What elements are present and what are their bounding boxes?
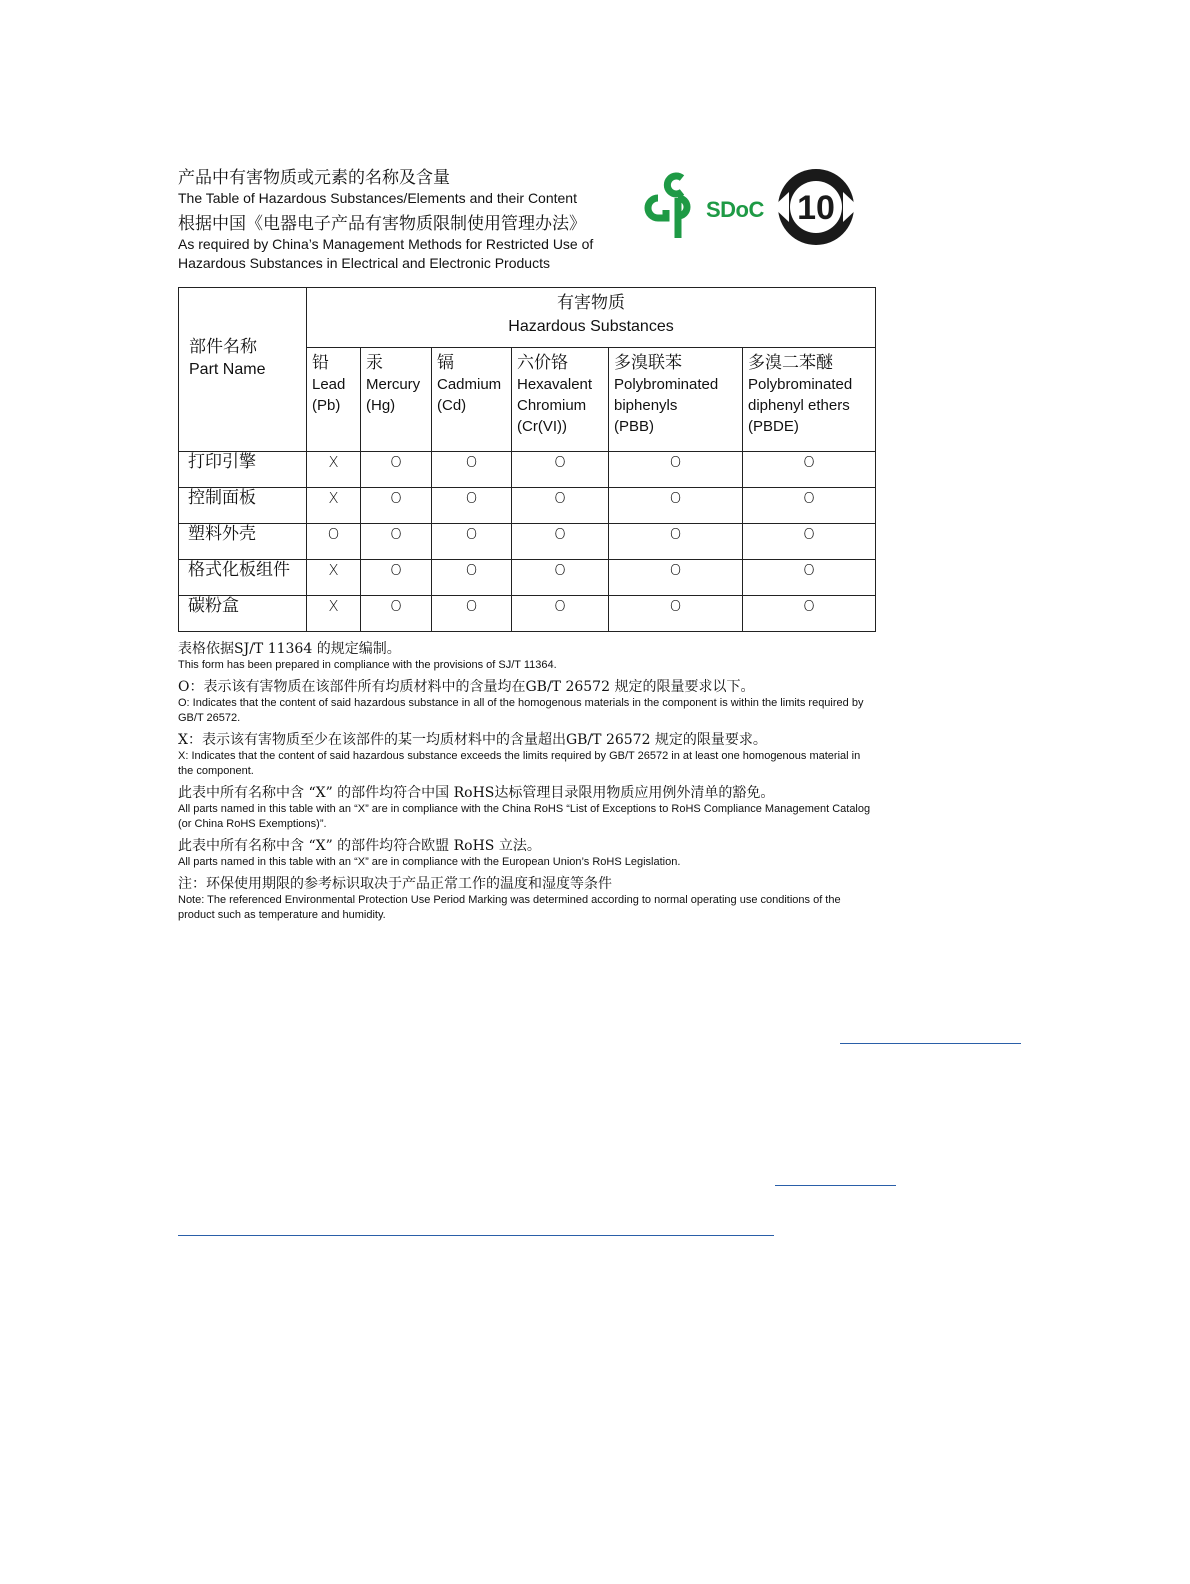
note-cn: X：表示该有害物质至少在该部件的某一均质材料中的含量超出GB/T 26572 规定的限量要求。 [178, 732, 767, 748]
table-row [179, 560, 876, 596]
column-header [609, 348, 743, 452]
column-header [743, 348, 876, 452]
column-header [361, 348, 432, 452]
note-en: All parts named in this table with an “X” are in compliance with the European Union’s RoHS Legislation. [178, 856, 681, 868]
title-cn: 产品中有害物质或元素的名称及含量 [178, 168, 450, 188]
sdoc-label: SDoC [706, 197, 764, 222]
substance-mark-cell: O [307, 524, 361, 560]
part-name-cell: 碳粉盒 [179, 596, 307, 632]
substance-mark-cell: O [361, 452, 432, 488]
substance-mark-cell: O [743, 524, 876, 560]
column-header-en: (PBB) [614, 418, 655, 435]
subtitle-cn: 根据中国《电器电子产品有害物质限制使用管理办法》 [178, 214, 586, 234]
subtitle-en-line1: As required by China’s Management Methods for Restricted Use of [178, 236, 594, 252]
note-cn: 此表中所有名称中含 “X” 的部件均符合欧盟 RoHS 立法。 [178, 838, 541, 854]
substance-mark-cell: O [432, 596, 512, 632]
substance-mark-cell: O [609, 524, 743, 560]
part-name-cn: 部件名称 [189, 337, 257, 357]
column-header-en: (Hg) [366, 397, 396, 414]
substance-mark-cell: O [743, 560, 876, 596]
note-en: This form has been prepared in compliance with the provisions of SJ/T 11364. [178, 659, 557, 671]
column-header [512, 348, 609, 452]
hazardous-substances-cn: 有害物质 [557, 293, 626, 313]
substance-mark-cell: O [609, 452, 743, 488]
epup-10-icon [770, 166, 862, 248]
note-cn: 此表中所有名称中含 “X” 的部件均符合中国 RoHS达标管理目录限用物质应用例外清单的豁免。 [178, 785, 775, 801]
table-row [179, 488, 876, 524]
hazardous-substance-table [178, 287, 876, 632]
note-cn: O：表示该有害物质在该部件所有均质材料中的含量均在GB/T 26572 规定的限量要求以下。 [178, 679, 755, 695]
part-name-header [179, 288, 307, 452]
link-underline[interactable] [178, 1235, 774, 1236]
column-header-cn: 多溴二苯醚 [748, 353, 833, 373]
substance-mark-cell: O [512, 524, 609, 560]
substance-mark-cell: O [512, 560, 609, 596]
substance-mark-cell: X [307, 596, 361, 632]
note-en: All parts named in this table with an “X” are in compliance with the China RoHS “List of Exceptions to RoHS Compliance Management Catalog (or China RoHS Exemptions)”. [178, 803, 871, 830]
substance-mark-cell: O [361, 524, 432, 560]
link-underline[interactable] [840, 1043, 1021, 1044]
column-header-en: (Cr(VI)) [517, 418, 567, 435]
table-row [179, 452, 876, 488]
note-en: O: Indicates that the content of said hazardous substance in all of the homogenous materials in the component is within the limits required by GB/T 26572. [178, 697, 864, 724]
substance-mark-cell: O [361, 596, 432, 632]
column-header-cn: 多溴联苯 [614, 353, 682, 373]
column-header [307, 348, 361, 452]
table-row [179, 596, 876, 632]
column-header-cn: 镉 [437, 353, 454, 373]
column-header-en: Polybrominated [614, 376, 719, 393]
notes-section [178, 640, 878, 923]
gp-logo-icon [638, 168, 708, 244]
note-item [178, 875, 878, 923]
substance-mark-cell: O [432, 560, 512, 596]
note-cn: 表格依据SJ/T 11364 的规定编制。 [178, 641, 401, 657]
hazardous-substances-header [307, 288, 876, 348]
column-header-en: diphenyl ethers [748, 397, 850, 414]
note-en: Note: The referenced Environmental Protection Use Period Marking was determined according to normal operating use conditions of the product such as temperature and humidity. [178, 894, 841, 921]
substance-mark-cell: O [361, 560, 432, 596]
substance-mark-cell: X [307, 452, 361, 488]
substance-mark-cell: O [609, 596, 743, 632]
subtitle-en-line2: Hazardous Substances in Electrical and Electronic Products [178, 255, 550, 271]
column-header-en: Polybrominated [748, 376, 853, 393]
substance-mark-cell: O [743, 488, 876, 524]
substance-mark-cell: O [512, 452, 609, 488]
column-header-en: (Pb) [312, 397, 341, 414]
substance-mark-cell: O [432, 488, 512, 524]
part-name-cell: 格式化板组件 [179, 560, 307, 596]
substance-mark-cell: O [432, 524, 512, 560]
note-cn: 注：环保使用期限的参考标识取决于产品正常工作的温度和湿度等条件 [178, 876, 612, 892]
substance-mark-cell: O [609, 560, 743, 596]
epup-number: 10 [797, 189, 835, 227]
column-header-en: Lead [312, 376, 346, 393]
title-en: The Table of Hazardous Substances/Elements and their Content [178, 190, 577, 206]
substance-mark-cell: X [307, 488, 361, 524]
column-header-cn: 六价铬 [517, 353, 568, 373]
substance-mark-cell: O [512, 596, 609, 632]
column-header-cn: 汞 [366, 353, 383, 373]
substance-mark-cell: X [307, 560, 361, 596]
substance-mark-cell: O [743, 452, 876, 488]
table-row [179, 524, 876, 560]
link-underline[interactable] [775, 1185, 896, 1186]
column-header [432, 348, 512, 452]
substance-mark-cell: O [361, 488, 432, 524]
column-header-en: Cadmium [437, 376, 502, 393]
note-item [178, 640, 878, 673]
part-name-cell: 控制面板 [179, 488, 307, 524]
hazardous-substances-en: Hazardous Substances [508, 318, 674, 335]
substance-mark-cell: O [432, 452, 512, 488]
gp-letters: GP [640, 242, 642, 243]
column-header-en: (Cd) [437, 397, 467, 414]
note-item [178, 837, 878, 870]
column-header-cn: 铅 [312, 353, 329, 373]
note-item [178, 731, 878, 779]
column-header-en: Mercury [366, 376, 421, 393]
column-header-en: Hexavalent [517, 376, 593, 393]
column-header-en: Chromium [517, 397, 587, 414]
column-header-en: (PBDE) [748, 418, 799, 435]
substance-mark-cell: O [609, 488, 743, 524]
note-en: X: Indicates that the content of said hazardous substance exceeds the limits required by GB/T 26572 in at least one homogenous material in the component. [178, 750, 861, 777]
note-item [178, 678, 878, 726]
substance-mark-cell: O [512, 488, 609, 524]
note-item [178, 784, 878, 832]
column-header-en: biphenyls [614, 397, 678, 414]
part-name-cell: 打印引擎 [179, 452, 307, 488]
part-name-en: Part Name [189, 361, 266, 378]
part-name-cell: 塑料外壳 [179, 524, 307, 560]
substance-mark-cell: O [743, 596, 876, 632]
